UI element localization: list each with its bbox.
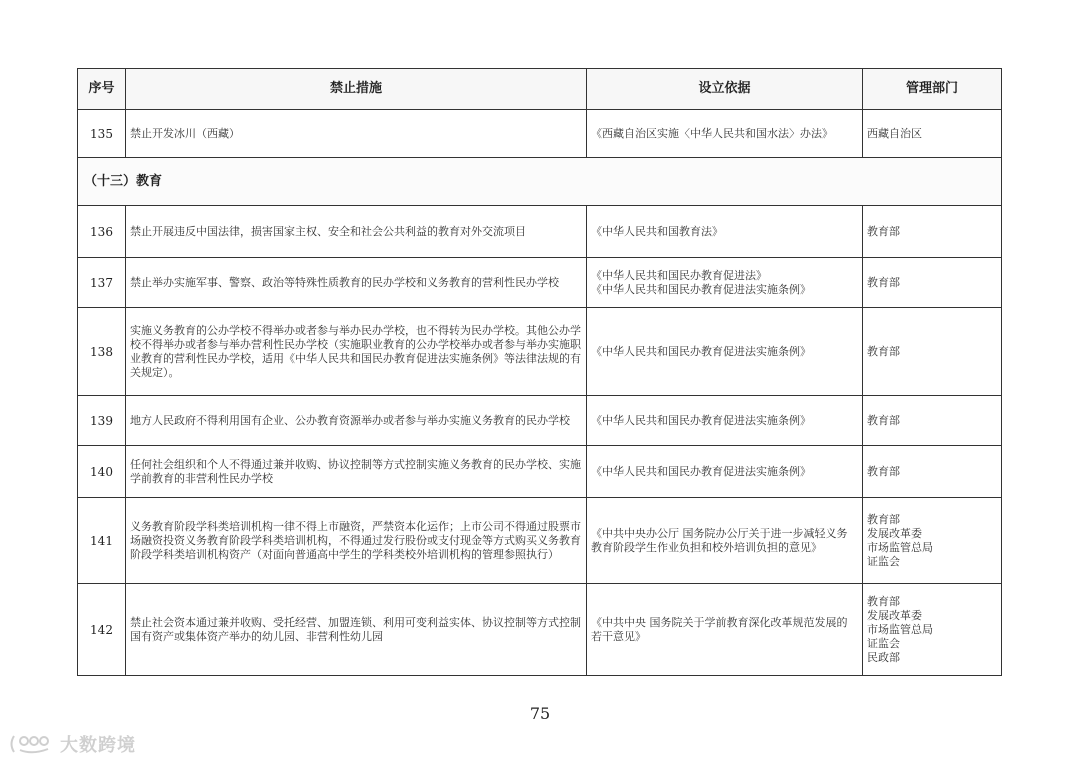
regulation-table	[77, 68, 1002, 676]
table-row	[78, 308, 1002, 396]
watermark-text: 大数跨境	[60, 735, 136, 756]
page-number: 75	[529, 704, 551, 723]
row-measure: 任何社会组织和个人不得通过兼并收购、协议控制等方式控制实施义务教育的民办学校、实施学前教育的非营利性民办学校	[126, 446, 587, 498]
row-measure: 禁止开展违反中国法律，损害国家主权、安全和社会公共利益的教育对外交流项目	[126, 206, 587, 258]
table-header-row	[78, 69, 1002, 110]
row-dept: 教育部	[863, 308, 1002, 396]
row-basis: 《中共中央 国务院关于学前教育深化改革规范发展的若干意见》	[587, 584, 863, 676]
row-number: 140	[78, 446, 126, 498]
row-dept: 教育部	[863, 446, 1002, 498]
row-basis: 《中华人民共和国民办教育促进法实施条例》	[587, 308, 863, 396]
table-row	[78, 446, 1002, 498]
row-measure: 禁止开发冰川（西藏）	[126, 110, 587, 158]
row-dept: 教育部	[863, 206, 1002, 258]
row-dept: 教育部	[863, 396, 1002, 446]
table-row	[78, 258, 1002, 308]
section-title: （十三）教育	[78, 158, 1002, 206]
row-basis: 《中共中央办公厅 国务院办公厅关于进一步减轻义务教育阶段学生作业负担和校外培训负担的意见》	[587, 498, 863, 584]
row-dept: 教育部 发展改革委 市场监管总局 证监会	[863, 498, 1002, 584]
row-number: 136	[78, 206, 126, 258]
header-basis: 设立依据	[587, 69, 863, 110]
table-row	[78, 206, 1002, 258]
watermark	[8, 730, 136, 758]
header-no: 序号	[78, 69, 126, 110]
row-basis: 《中华人民共和国民办教育促进法实施条例》	[587, 396, 863, 446]
row-measure: 禁止举办实施军事、警察、政治等特殊性质教育的民办学校和义务教育的营利性民办学校	[126, 258, 587, 308]
row-dept: 西藏自治区	[863, 110, 1002, 158]
row-dept: 教育部	[863, 258, 1002, 308]
section-row	[78, 158, 1002, 206]
row-measure: 禁止社会资本通过兼并收购、受托经营、加盟连锁、利用可变利益实体、协议控制等方式控制国有资产或集体资产举办的幼儿园、非营利性幼儿园	[126, 584, 587, 676]
table-row	[78, 584, 1002, 676]
row-measure: 义务教育阶段学科类培训机构一律不得上市融资，严禁资本化运作；上市公司不得通过股票市场融资投资义务教育阶段学科类培训机构，不得通过发行股份或支付现金等方式购买义务教育阶段学科类培训机构资产（对面向普通高中学生的学科类校外培训机构的管理参照执行）	[126, 498, 587, 584]
row-number: 138	[78, 308, 126, 396]
header-dept: 管理部门	[863, 69, 1002, 110]
table-row	[78, 110, 1002, 158]
header-measure: 禁止措施	[126, 69, 587, 110]
row-basis: 《中华人民共和国教育法》	[587, 206, 863, 258]
row-dept: 教育部 发展改革委 市场监管总局 证监会 民政部	[863, 584, 1002, 676]
row-measure: 实施义务教育的公办学校不得举办或者参与举办民办学校，也不得转为民办学校。其他公办学校不得举办或者参与举办营利性民办学校（实施职业教育的公办学校举办或者参与举办实施职业教育的营利性民办学校，适用《中华人民共和国民办教育促进法实施条例》等法律法规的有关规定）。	[126, 308, 587, 396]
row-number: 139	[78, 396, 126, 446]
table-row	[78, 498, 1002, 584]
table-row	[78, 396, 1002, 446]
row-number: 137	[78, 258, 126, 308]
row-number: 141	[78, 498, 126, 584]
row-basis: 《西藏自治区实施〈中华人民共和国水法〉办法》	[587, 110, 863, 158]
brand-logo-icon	[8, 732, 54, 756]
row-basis: 《中华人民共和国民办教育促进法实施条例》	[587, 446, 863, 498]
row-number: 135	[78, 110, 126, 158]
row-number: 142	[78, 584, 126, 676]
row-basis: 《中华人民共和国民办教育促进法》 《中华人民共和国民办教育促进法实施条例》	[587, 258, 863, 308]
row-measure: 地方人民政府不得利用国有企业、公办教育资源举办或者参与举办实施义务教育的民办学校	[126, 396, 587, 446]
